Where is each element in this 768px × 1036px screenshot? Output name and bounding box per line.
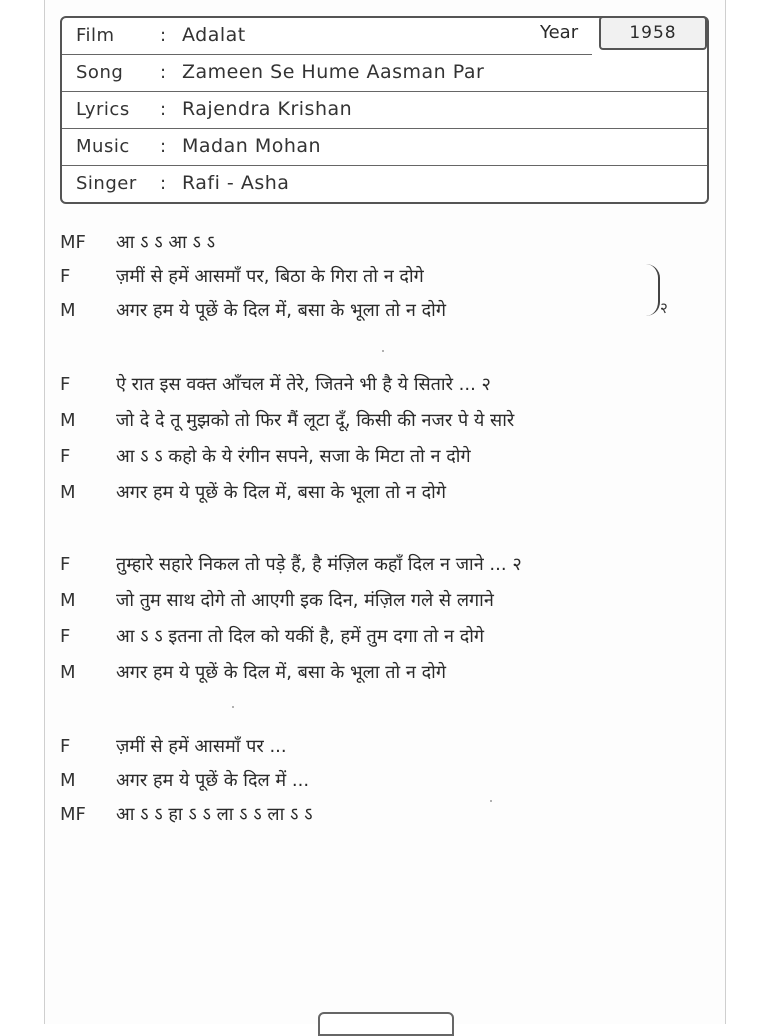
lyric-text: अगर हम ये पूछें के दिल में ... <box>116 770 310 791</box>
lyrics-label: Lyrics <box>76 99 130 120</box>
film-row <box>62 18 592 55</box>
lyric-line <box>60 734 720 766</box>
lyric-line <box>60 230 720 262</box>
song-label: Song <box>76 62 124 83</box>
music-colon: : <box>160 136 167 157</box>
singer-label: Singer <box>76 173 137 194</box>
song-colon: : <box>160 62 167 83</box>
lyric-line <box>60 444 720 476</box>
lyric-line <box>60 372 720 404</box>
lyric-line <box>60 802 720 834</box>
singer-tag: F <box>60 736 71 757</box>
music-row <box>62 129 707 166</box>
lyric-line <box>60 552 720 584</box>
film-value: Adalat <box>182 24 246 46</box>
singer-tag: F <box>60 374 71 395</box>
singer-tag: M <box>60 482 76 503</box>
song-value: Zameen Se Hume Aasman Par <box>182 61 485 83</box>
lyric-text: अगर हम ये पूछें के दिल में, बसा के भूला तो न दोगे <box>116 662 446 683</box>
year-value: 1958 <box>599 16 707 50</box>
singer-tag: M <box>60 662 76 683</box>
lyric-text: जो तुम साथ दोगे तो आएगी इक दिन, मंज़िल गले से लगाने <box>116 590 494 611</box>
lyric-text: ऐ रात इस वक्त आँचल में तेरे, जितने भी है ये सितारे ... २ <box>116 374 491 395</box>
lyric-line <box>60 298 720 330</box>
singer-tag: M <box>60 590 76 611</box>
lyric-line <box>60 768 720 800</box>
lyrics-row <box>62 92 707 129</box>
lyric-line <box>60 588 720 620</box>
lyric-text: अगर हम ये पूछें के दिल में, बसा के भूला तो न दोगे <box>116 482 446 503</box>
lyric-line <box>60 408 720 440</box>
singer-tag: M <box>60 770 76 791</box>
lyrics-value: Rajendra Krishan <box>182 98 353 120</box>
music-label: Music <box>76 136 130 157</box>
singer-tag: F <box>60 626 71 647</box>
lyric-line <box>60 264 720 296</box>
lyric-line <box>60 624 720 656</box>
lyric-text: अगर हम ये पूछें के दिल में, बसा के भूला तो न दोगे <box>116 300 446 321</box>
singer-tag: F <box>60 554 71 575</box>
scan-speck <box>490 800 492 802</box>
singer-value: Rafi - Asha <box>182 172 290 194</box>
lyric-text: तुम्हारे सहारे निकल तो पड़े हैं, है मंज़िल कहाँ दिल न जाने ... २ <box>116 554 522 575</box>
film-label: Film <box>76 25 115 46</box>
lyric-text: आ ऽ ऽ इतना तो दिल को यकीं है, हमें तुम दगा तो न दोगे <box>116 626 485 647</box>
singer-tag: M <box>60 300 76 321</box>
year-label: Year <box>540 22 579 43</box>
lyric-text: जो दे दे तू मुझको तो फिर मैं लूटा दूँ, किसी की नजर पे ये सारे <box>116 410 515 431</box>
music-value: Madan Mohan <box>182 135 322 157</box>
singer-row <box>62 166 707 202</box>
singer-tag: M <box>60 410 76 431</box>
lyric-line <box>60 660 720 692</box>
lyric-text: आ ऽ ऽ हा ऽ ऽ ला ऽ ऽ ला ऽ ऽ <box>116 804 313 825</box>
film-colon: : <box>160 25 167 46</box>
scan-speck <box>232 706 234 708</box>
song-info-box <box>60 16 709 204</box>
singer-tag: F <box>60 266 71 287</box>
lyric-text: ज़मीं से हमें आसमाँ पर, बिठा के गिरा तो न दोगे <box>116 266 424 287</box>
repeat-count: २ <box>660 299 668 317</box>
lyric-text: आ ऽ ऽ आ ऽ ऽ <box>116 232 216 253</box>
lyric-line <box>60 480 720 512</box>
lyrics-colon: : <box>160 99 167 120</box>
bottom-tab <box>318 1012 454 1036</box>
song-row <box>62 55 707 92</box>
repeat-brace <box>646 264 660 316</box>
singer-colon: : <box>160 173 167 194</box>
lyric-text: ज़मीं से हमें आसमाँ पर ... <box>116 736 287 757</box>
scan-speck <box>382 350 384 352</box>
singer-tag: F <box>60 446 71 467</box>
lyric-text: आ ऽ ऽ कहो के ये रंगीन सपने, सजा के मिटा तो न दोगे <box>116 446 471 467</box>
singer-tag: MF <box>60 804 86 825</box>
singer-tag: MF <box>60 232 86 253</box>
